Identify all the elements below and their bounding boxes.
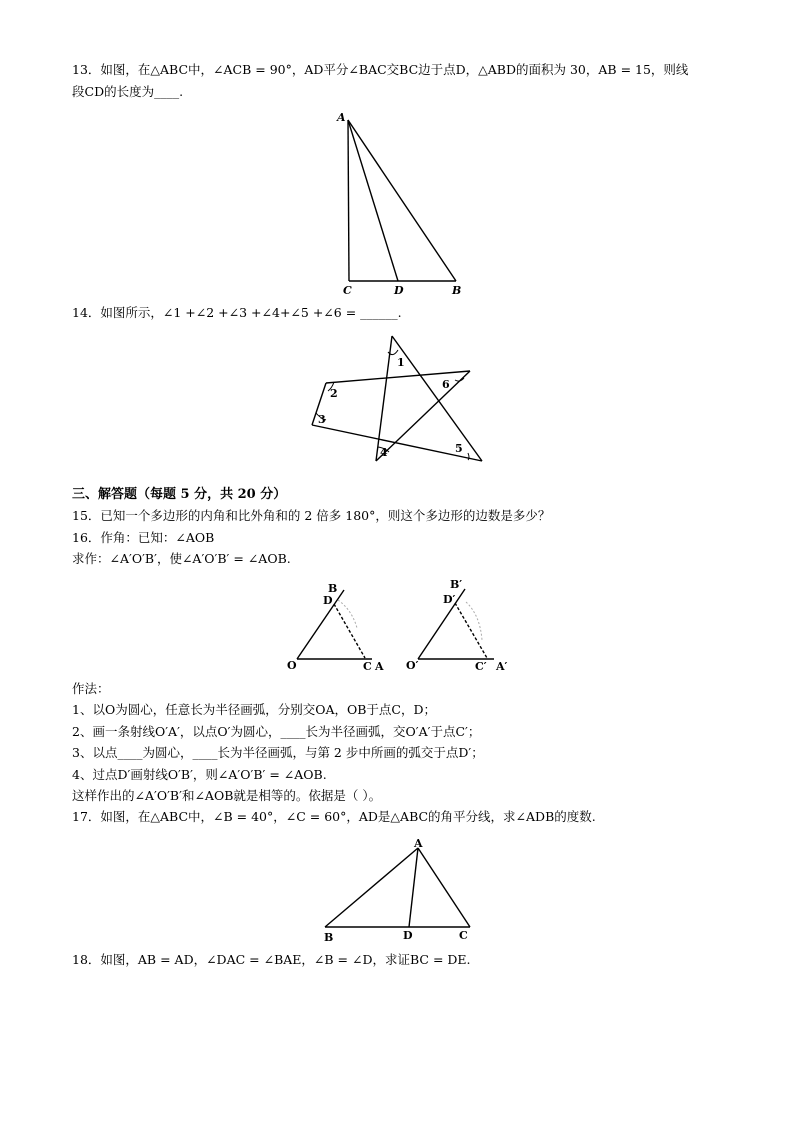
q16-step-2: 2、画一条射线O′A′，以点O′为圆心，____长为半径画弧，交O′A′于点C′； [72,724,481,739]
q17-segment-AB [325,848,418,927]
q16-label-B-prime: B′ [450,578,463,591]
q14-angle-label-2: 2 [330,387,338,400]
q16-label-C-prime: C′ [475,660,487,673]
q13-label-B: B [452,284,462,297]
q13-text-line2: 段CD的长度为____. [72,84,184,99]
q17-segment-AD [409,848,418,927]
q16-label-D: D [323,594,333,607]
q15-text-line1: 15．已知一个多边形的内角和比外角和的 2 倍多 180°，则这个多边形的边数是多少？ [72,508,551,523]
q16-conclusion: 这样作出的∠A′O′B′和∠AOB就是相等的。依据是（ ）。 [72,788,382,803]
q16-step-1: 1、以O为圆心，任意长为半径画弧，分别交OA，OB于点C，D； [72,702,436,717]
section3-title: 三、解答题（每题 5 分，共 20 分） [72,487,287,502]
q16-label-O-prime: O′ [406,659,419,672]
q17-label-C: C [459,929,468,942]
q17-segment-AC [418,848,470,927]
q16-step-3: 3、以点____为圆心，____长为半径画弧，与第 2 步中所画的弧交于点D′； [72,745,484,760]
q13-label-A: A [337,111,346,124]
q14-text-line1: 14．如图所示，∠1 +∠2 +∠3 +∠4+∠5 +∠6 = ______. [72,305,402,320]
q16-label-C: C [363,660,372,673]
q14-angle-label-5: 5 [455,442,463,455]
q16-text-line2: 求作：∠A′O′B′，使∠A′O′B′ = ∠AOB. [72,551,291,566]
q16-label-B: B [328,582,338,595]
q16-label-A: A [375,660,384,673]
q17-label-B: B [324,931,334,944]
q14-angle-label-1: 1 [397,356,405,369]
q13-label-C: C [343,284,352,297]
q17-label-A: A [414,837,423,850]
q17-text-line1: 17．如图，在△ABC中，∠B = 40°，∠C = 60°，AD是△ABC的角平分线，求∠ADB的度数. [72,809,596,824]
q13-label-D: D [394,284,404,297]
q16-step-4: 4、过点D′画射线O′B′，则∠A′O′B′ = ∠AOB. [72,767,327,782]
q16-method-title: 作法： [72,681,110,696]
q16-label-O: O [287,659,297,672]
q14-angle-label-6: 6 [442,378,450,391]
q14-angle-label-3: 3 [318,413,326,426]
q18-text-line1: 18．如图，AB = AD，∠DAC = ∠BAE，∠B = ∠D，求证BC = DE. [72,952,471,967]
q13-text-line1: 13．如图，在△ABC中，∠ACB = 90°，AD平分∠BAC交BC边于点D，△ABD的面积为 30，AB = 15，则线 [72,62,689,77]
q16-text-line1: 16．作角：已知：∠AOB [72,530,215,545]
q16-label-A-prime: A′ [496,660,508,673]
q16-label-D-prime: D′ [443,593,456,606]
q17-label-D: D [403,929,413,942]
q14-angle-label-4: 4 [380,446,388,459]
